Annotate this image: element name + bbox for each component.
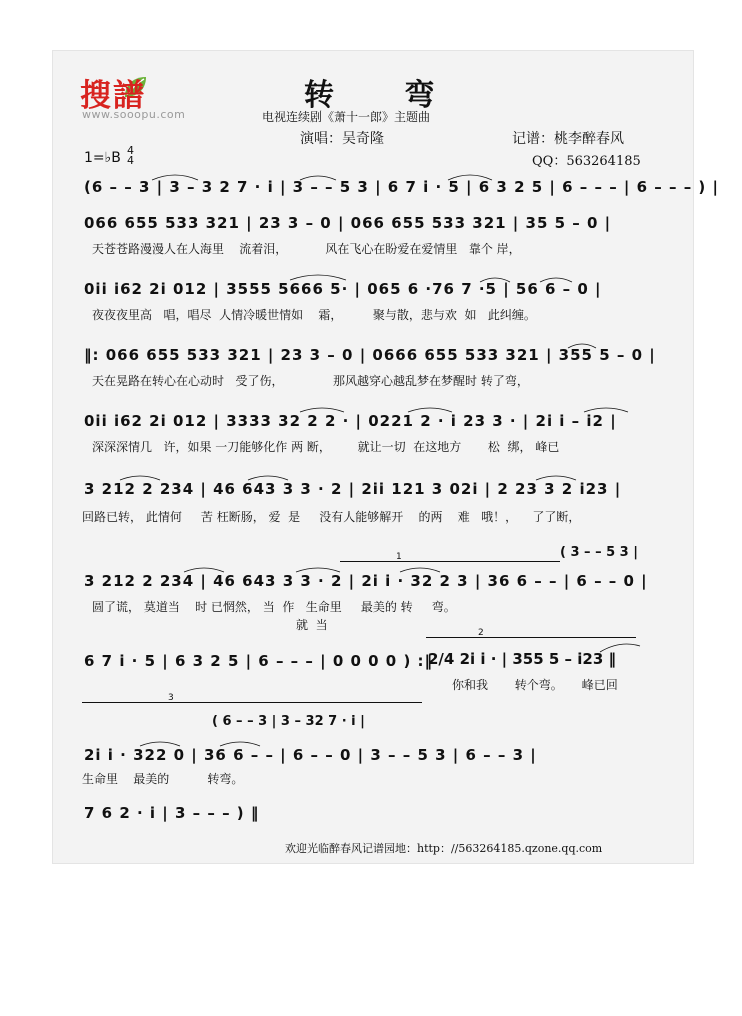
lyrics-line-6: 回路已转， 此情何 苦 枉断肠， 爱 是 没有人能够解开 的两 难 哦！， 了了断，	[82, 510, 581, 524]
lyrics-line-3: 夜夜夜里高 唱，唱尽 人情冷暖世情如 霜， 聚与散，悲与欢 如 此纠缠。	[92, 308, 536, 322]
notation-line-7: 3 212 2 234 | 46 643 3 3 · 2 | 2i i · 32 2 3 | 36 6 – – | 6 – – 0 |	[84, 572, 648, 590]
lyrics-line-5: 深深深情几 许，如果 一刀能够化作 两 断， 就让一切 在这地方 松 绑， 峰已	[92, 440, 560, 454]
volta-label-3: 3	[168, 693, 174, 703]
logo-url[interactable]: www.sooopu.com	[82, 108, 186, 121]
lyrics-line-7: 圆了谎， 莫道当 时 已惘然， 当 作 生命里 最美的 转 弯。	[92, 600, 456, 614]
transcriber-credit: 记谱：桃李醉春风	[512, 131, 624, 147]
song-title: 转 弯	[304, 78, 465, 113]
notation-line-6: 3 212 2 234 | 46 643 3 3 · 2 | 2ii 121 3 02i | 2 23 3 2 i23 |	[84, 480, 622, 498]
lyrics-line-8: 你和我 转个弯。 峰已回	[452, 678, 618, 692]
lyrics-line-2: 天苍苍路漫漫人在人海里 流着泪， 风在飞心在盼爱在爱情里 靠个 岸，	[92, 242, 521, 256]
notation-line-3: 0ii i62 2i 012 | 3555 5666 5· | 065 6 ·76 7 ·5 | 56 6 – 0 |	[84, 280, 602, 298]
logo-text: 搜譜	[80, 78, 146, 114]
qq-contact: QQ：563264185	[532, 154, 641, 169]
singer-credit: 演唱：吴奇隆	[300, 131, 384, 147]
time-top: 4	[127, 144, 134, 157]
key-signature: 1=♭B	[84, 150, 121, 166]
footer-link[interactable]: 欢迎光临醉春风记谱园地：http：//563264185.qzone.qq.com	[285, 842, 603, 855]
notation-line-8-second: 2/4 2i i · | 355 5 – i23 ‖	[428, 650, 617, 668]
notation-line-1: (6 – – 3 | 3 – 3 2 7 · i | 3 – – 5 3 | 6 7 i · 5 | 6 3 2 5 | 6 – – – | 6 – – – ) |	[84, 178, 719, 196]
lyrics-line-9: 生命里 最美的 转弯。	[82, 772, 244, 786]
lyrics-line-4: 天在晃路在转心在心动时 受了伤， 那风越穿心越乱梦在梦醒时 转了弯，	[92, 374, 529, 388]
notation-line-2: 066 655 533 321 | 23 3 – 0 | 066 655 533 321 | 35 5 – 0 |	[84, 214, 612, 232]
notation-line-10: 7 6 2 · i | 3 – – – ) ‖	[84, 804, 260, 822]
volta-label-2: 2	[478, 628, 484, 638]
time-bottom: 4	[127, 154, 134, 167]
notation-line-9: 2i i · 322 0 | 36 6 – – | 6 – – 0 | 3 – – 5 3 | 6 – – 3 |	[84, 746, 537, 764]
notation-line-8: 6 7 i · 5 | 6 3 2 5 | 6 – – – | 0 0 0 0 ) :‖	[84, 652, 434, 670]
notation-line-5: 0ii i62 2i 012 | 3333 32 2 2 · | 0221 2 · i 23 3 · | 2i i – i2 |	[84, 412, 617, 430]
volta-label-1: 1	[396, 552, 402, 562]
notation-alt-7: ( 3 – – 5 3 |	[560, 545, 638, 560]
notation-alt-9: ( 6 – – 3 | 3 – 32 7 · i |	[212, 714, 365, 729]
notation-line-4: ‖: 066 655 533 321 | 23 3 – 0 | 0666 655 533 321 | 355 5 – 0 |	[84, 346, 656, 364]
lyrics-line-7-alt: 就 当	[296, 618, 328, 632]
song-subtitle: 电视连续剧《萧十一郎》主题曲	[262, 110, 431, 124]
